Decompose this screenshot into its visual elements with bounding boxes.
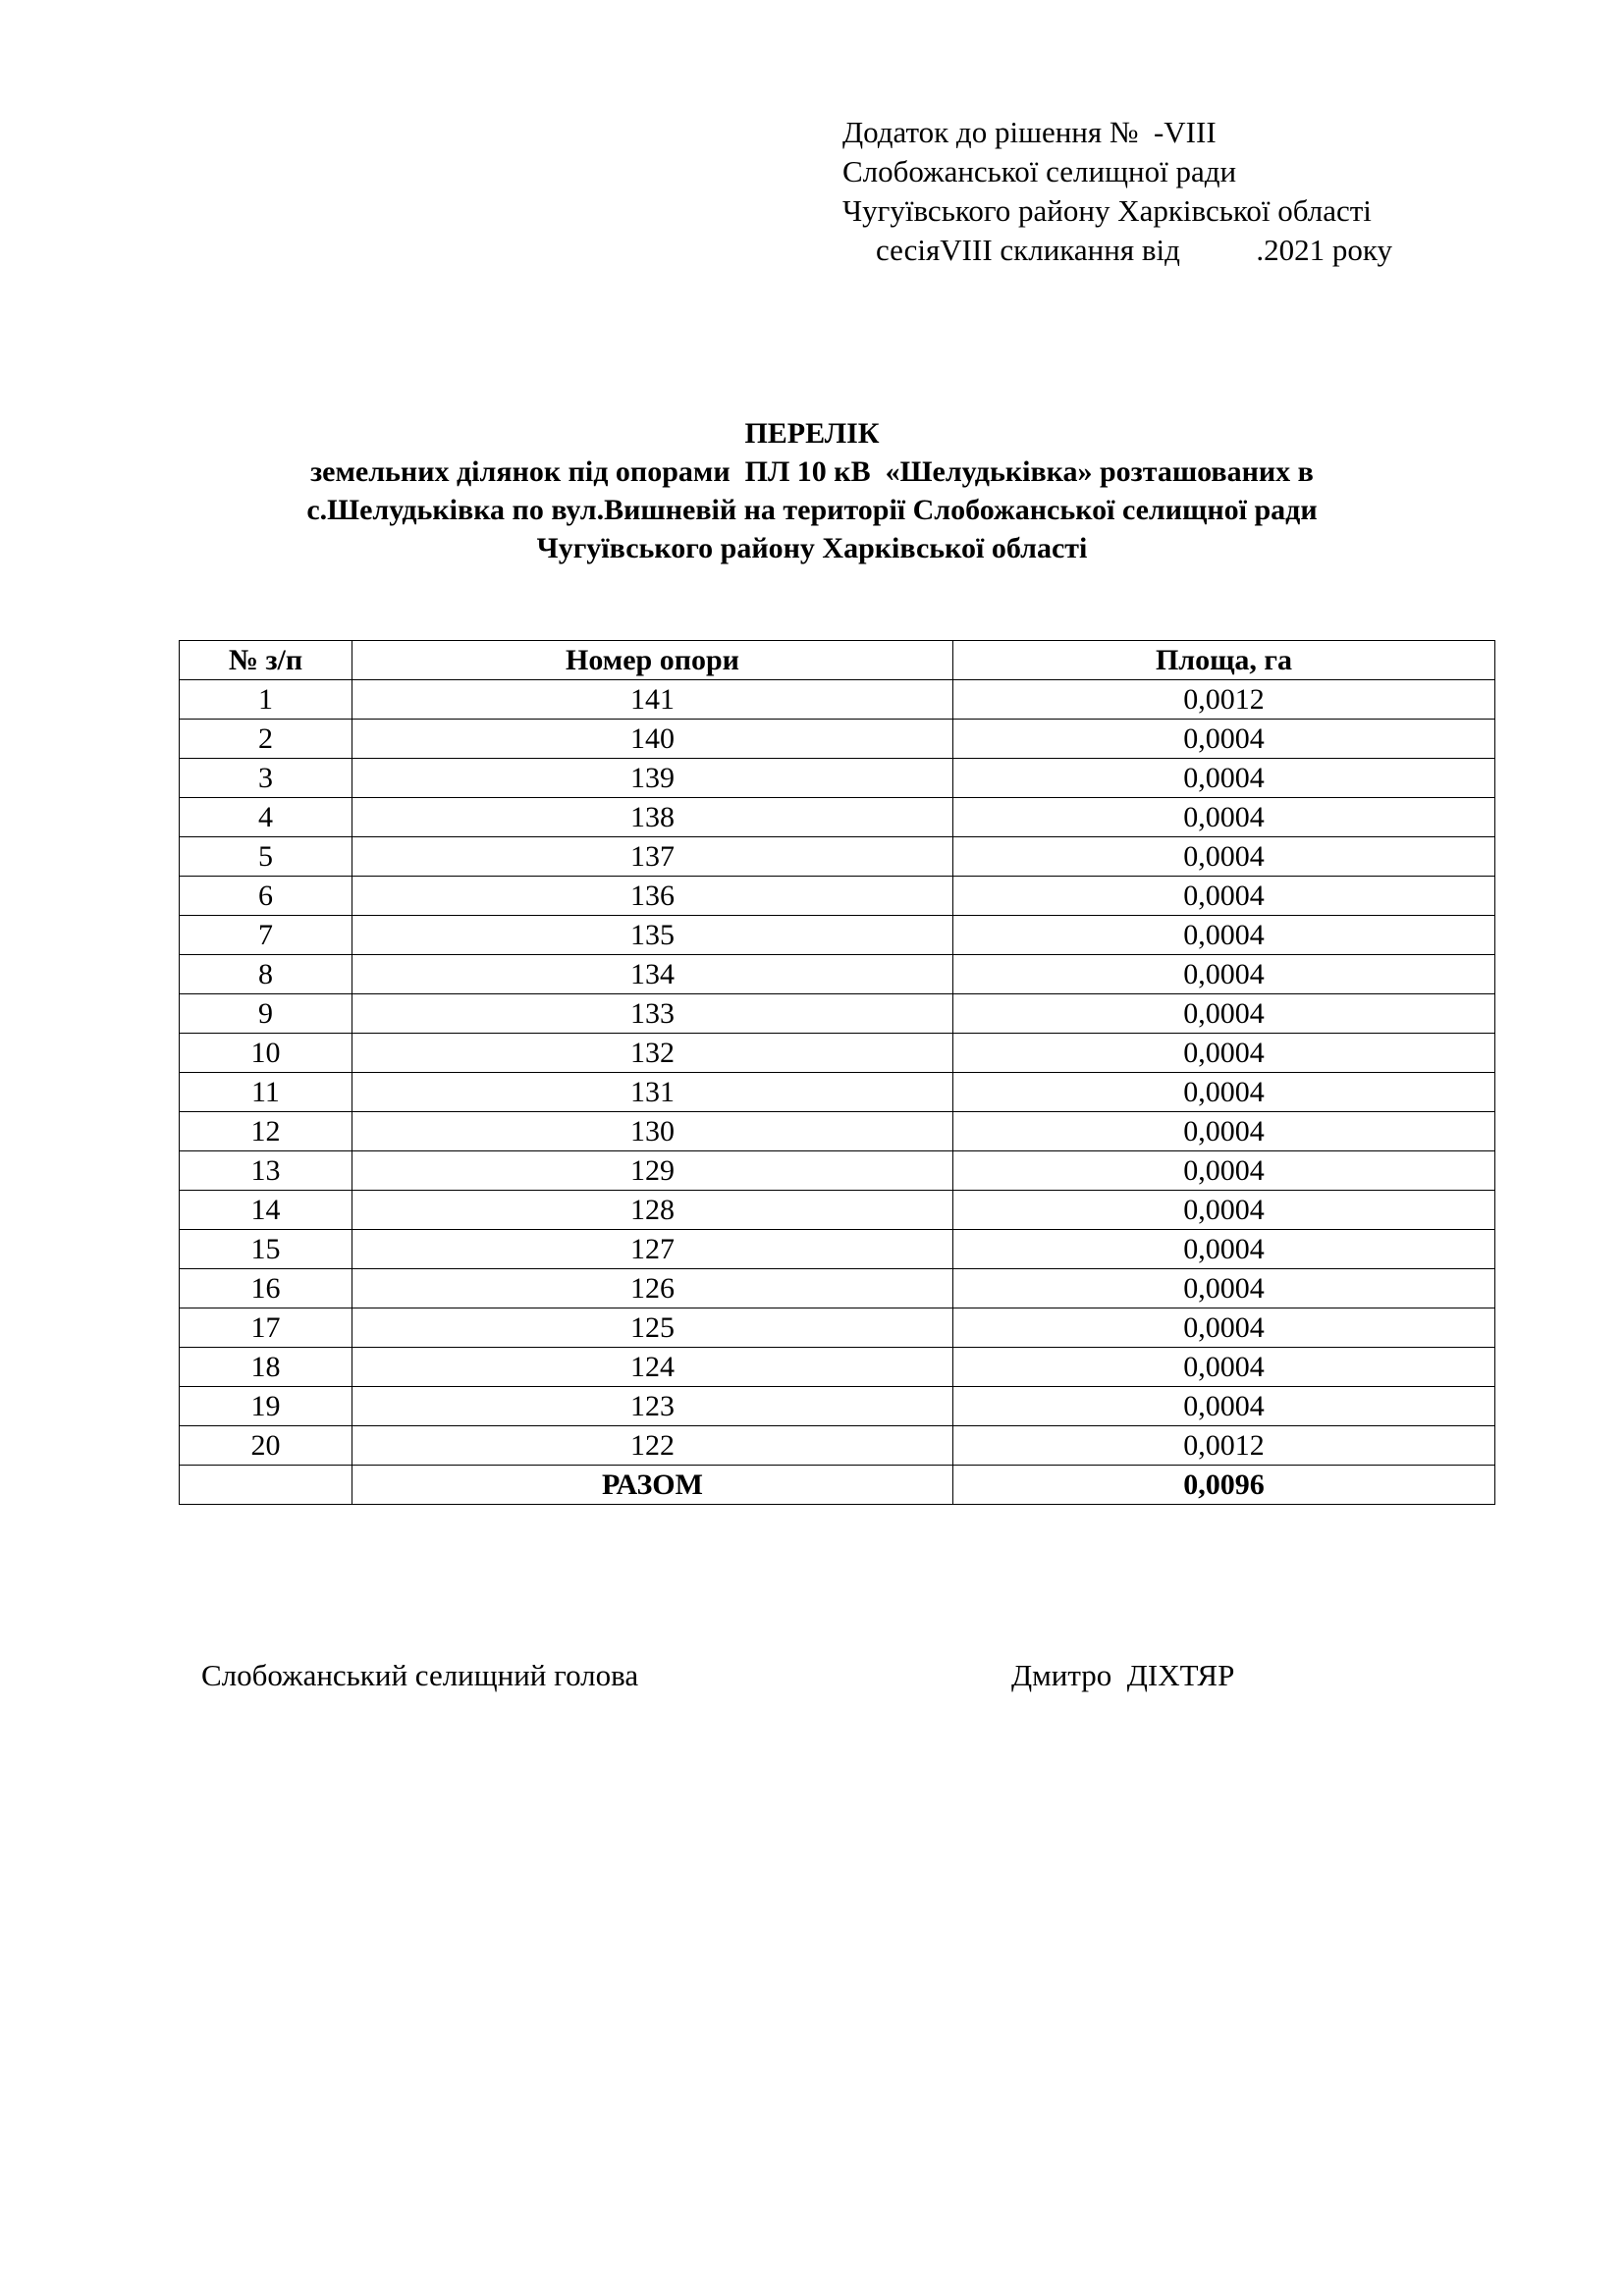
pole-number-cell: 124 <box>352 1348 953 1387</box>
pole-number-cell: 139 <box>352 759 953 798</box>
table-row <box>180 720 1495 759</box>
row-number-cell: 14 <box>180 1191 352 1230</box>
area-cell: 0,0004 <box>953 916 1495 955</box>
area-cell: 0,0004 <box>953 1151 1495 1191</box>
pole-number-cell: 127 <box>352 1230 953 1269</box>
document-header <box>842 113 1392 270</box>
pole-number-cell: 140 <box>352 720 953 759</box>
total-empty-cell <box>180 1466 352 1505</box>
header-line: Слобожанської селищної ради <box>842 154 1237 188</box>
area-cell: 0,0004 <box>953 759 1495 798</box>
row-number-cell: 20 <box>180 1426 352 1466</box>
pole-number-cell: 135 <box>352 916 953 955</box>
total-value: 0,0096 <box>953 1466 1495 1505</box>
pole-number-cell: 134 <box>352 955 953 994</box>
table-row <box>180 1151 1495 1191</box>
title-line: земельних ділянок під опорами ПЛ 10 кВ «Шелудьківка» розташованих в <box>310 455 1314 488</box>
area-cell: 0,0004 <box>953 1230 1495 1269</box>
table-row <box>180 680 1495 720</box>
total-label: РАЗОМ <box>352 1466 953 1505</box>
title-line: с.Шелудьківка по вул.Вишневій на території Слобожанської селищної ради <box>306 494 1318 526</box>
header-line: сесіяVIII скликання від .2021 року <box>876 233 1392 267</box>
row-number-cell: 7 <box>180 916 352 955</box>
pole-number-cell: 126 <box>352 1269 953 1308</box>
pole-number-cell: 141 <box>352 680 953 720</box>
row-number-cell: 4 <box>180 798 352 837</box>
pole-number-cell: 122 <box>352 1426 953 1466</box>
row-number-cell: 9 <box>180 994 352 1034</box>
row-number-cell: 8 <box>180 955 352 994</box>
signature-role: Слобожанський селищний голова <box>201 1658 639 1692</box>
row-number-cell: 3 <box>180 759 352 798</box>
total-row <box>180 1466 1495 1505</box>
table-row <box>180 1191 1495 1230</box>
pole-number-cell: 132 <box>352 1034 953 1073</box>
table-row <box>180 1112 1495 1151</box>
row-number-cell: 5 <box>180 837 352 877</box>
table-row <box>180 1426 1495 1466</box>
pole-number-cell: 133 <box>352 994 953 1034</box>
row-number-cell: 18 <box>180 1348 352 1387</box>
pole-number-cell: 137 <box>352 837 953 877</box>
row-number-cell: 1 <box>180 680 352 720</box>
table-row <box>180 1269 1495 1308</box>
area-cell: 0,0004 <box>953 837 1495 877</box>
table-row <box>180 1034 1495 1073</box>
area-cell: 0,0004 <box>953 720 1495 759</box>
area-cell: 0,0004 <box>953 1034 1495 1073</box>
column-header-pole: Номер опори <box>352 641 953 680</box>
pole-number-cell: 123 <box>352 1387 953 1426</box>
table-row <box>180 877 1495 916</box>
table-row <box>180 1308 1495 1348</box>
table-row <box>180 1348 1495 1387</box>
pole-number-cell: 131 <box>352 1073 953 1112</box>
row-number-cell: 12 <box>180 1112 352 1151</box>
area-cell: 0,0004 <box>953 1348 1495 1387</box>
row-number-cell: 15 <box>180 1230 352 1269</box>
pole-number-cell: 128 <box>352 1191 953 1230</box>
area-cell: 0,0004 <box>953 994 1495 1034</box>
table-row <box>180 1387 1495 1426</box>
table-header-row <box>180 641 1495 680</box>
table-row <box>180 916 1495 955</box>
pole-number-cell: 138 <box>352 798 953 837</box>
table-row <box>180 759 1495 798</box>
area-cell: 0,0012 <box>953 1426 1495 1466</box>
area-cell: 0,0004 <box>953 1073 1495 1112</box>
row-number-cell: 2 <box>180 720 352 759</box>
table-row <box>180 837 1495 877</box>
area-cell: 0,0004 <box>953 1269 1495 1308</box>
pole-number-cell: 125 <box>352 1308 953 1348</box>
area-cell: 0,0004 <box>953 877 1495 916</box>
table-row <box>180 1073 1495 1112</box>
pole-number-cell: 136 <box>352 877 953 916</box>
row-number-cell: 13 <box>180 1151 352 1191</box>
table-row <box>180 1230 1495 1269</box>
signature-name: Дмитро ДІХТЯР <box>1011 1658 1235 1692</box>
header-line: Чугуївського району Харківської області <box>842 193 1372 228</box>
pole-number-cell: 130 <box>352 1112 953 1151</box>
area-cell: 0,0004 <box>953 1308 1495 1348</box>
document-title <box>0 414 1624 567</box>
header-line: Додаток до рішення № -VIII <box>842 115 1217 149</box>
area-cell: 0,0004 <box>953 1191 1495 1230</box>
row-number-cell: 11 <box>180 1073 352 1112</box>
table-row <box>180 798 1495 837</box>
area-cell: 0,0004 <box>953 798 1495 837</box>
row-number-cell: 6 <box>180 877 352 916</box>
area-cell: 0,0004 <box>953 1387 1495 1426</box>
pole-number-cell: 129 <box>352 1151 953 1191</box>
land-plots-table <box>179 640 1495 1505</box>
row-number-cell: 16 <box>180 1269 352 1308</box>
row-number-cell: 10 <box>180 1034 352 1073</box>
table-row <box>180 994 1495 1034</box>
row-number-cell: 17 <box>180 1308 352 1348</box>
area-cell: 0,0004 <box>953 1112 1495 1151</box>
table-body <box>180 680 1495 1466</box>
column-header-area: Площа, га <box>953 641 1495 680</box>
area-cell: 0,0012 <box>953 680 1495 720</box>
column-header-number: № з/п <box>180 641 352 680</box>
title-line: Чугуївського району Харківської області <box>536 532 1088 564</box>
row-number-cell: 19 <box>180 1387 352 1426</box>
table-row <box>180 955 1495 994</box>
area-cell: 0,0004 <box>953 955 1495 994</box>
title-line: ПЕРЕЛІК <box>744 417 880 450</box>
